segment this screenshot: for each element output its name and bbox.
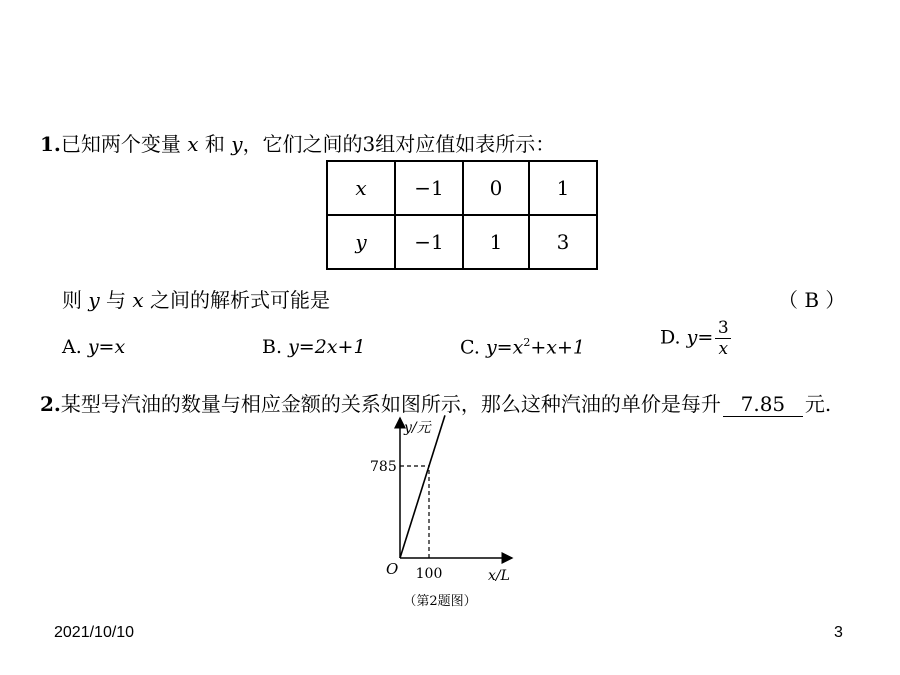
origin-label: O — [386, 560, 399, 578]
x-axis-label: x/L — [488, 568, 510, 584]
option-label: D. — [660, 326, 681, 349]
table-cell: x — [327, 161, 395, 215]
question-1-number: 1. — [40, 132, 61, 156]
series-line — [400, 415, 445, 558]
values-table — [326, 160, 598, 270]
question-1-prompt — [62, 284, 330, 313]
y-axis-label: y/元 — [404, 420, 431, 436]
option-label: C. — [460, 336, 480, 359]
prompt-text: 之间的解析式可能是 — [150, 288, 331, 312]
table-cell: 3 — [529, 215, 597, 269]
option-expression: y=x — [87, 336, 126, 358]
option-expression: y=2x+1 — [288, 336, 366, 358]
question-1-stem — [40, 128, 555, 157]
option-d — [660, 318, 731, 359]
var-x: x — [132, 288, 144, 312]
answer-blank: 7.85 — [723, 392, 803, 417]
question-1-answer: （ B ） — [778, 288, 846, 312]
question-2-number: 2. — [40, 392, 61, 416]
option-c — [460, 336, 585, 358]
page-number: 3 — [834, 624, 843, 641]
prompt-text: 则 — [62, 288, 82, 312]
option-a — [62, 336, 125, 358]
chart-caption: （第2题图） — [403, 594, 477, 609]
option-expression: y= — [686, 326, 714, 349]
prompt-text: 与 — [106, 288, 127, 312]
stem-text: 和 — [204, 132, 225, 156]
table-cell: −1 — [395, 215, 463, 269]
table-cell: 1 — [529, 161, 597, 215]
stem-text: 某型号汽油的数量与相应金额的关系如图所示，那么这种汽油的单价是每升 — [60, 392, 721, 416]
table-cell: y — [327, 215, 395, 269]
table-row — [327, 161, 597, 215]
y-tick-label: 785 — [370, 458, 397, 475]
fraction — [715, 318, 731, 359]
option-b — [262, 336, 366, 358]
option-expression: y=x — [485, 336, 524, 359]
table-cell: −1 — [395, 161, 463, 215]
unit-text: 元. — [804, 392, 832, 416]
stem-text: 已知两个变量 — [60, 132, 181, 156]
table-row — [327, 215, 597, 269]
table-cell: 1 — [463, 215, 529, 269]
price-chart — [360, 412, 530, 612]
table-cell: 0 — [463, 161, 529, 215]
option-expression: +x+1 — [530, 336, 585, 359]
denominator: x — [718, 339, 729, 359]
var-y: y — [231, 132, 243, 156]
stem-text: ，它们之间的3组对应值如表所示： — [242, 132, 556, 156]
option-label: B. — [262, 336, 283, 358]
x-tick-label: 100 — [415, 566, 443, 582]
numerator: 3 — [717, 318, 729, 338]
exponent: 2 — [523, 336, 531, 349]
var-x: x — [187, 132, 199, 156]
var-y: y — [88, 288, 100, 312]
option-label: A. — [62, 336, 82, 358]
footer-date: 2021/10/10 — [54, 624, 135, 641]
